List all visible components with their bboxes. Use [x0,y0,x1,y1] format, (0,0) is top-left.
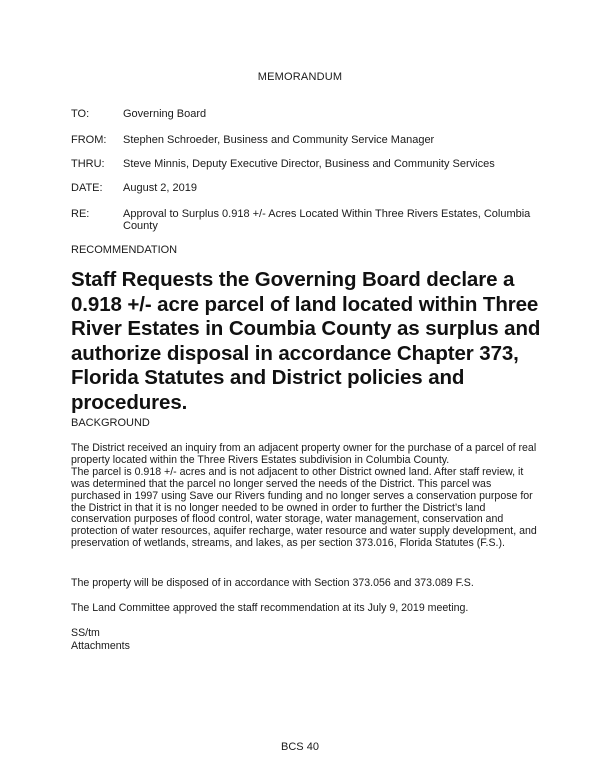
from-label: FROM: [71,134,107,146]
background-paragraph-2: The property will be disposed of in accordance with Section 373.056 and 373.089 F.S. [71,577,474,589]
background-heading: BACKGROUND [71,417,150,429]
re-label: RE: [71,208,90,220]
memo-title: MEMORANDUM [257,71,343,83]
background-paragraph-1-line-1: The District received an inquiry from an adjacent property owner for the purchase of a parcel of real property located within the Three Rivers Estates subdivision in Columbia County. [71,442,537,466]
thru-value: Steve Minnis, Deputy Executive Director, Business and Community Services [123,158,495,170]
re-value: Approval to Surplus 0.918 +/- Acres Located Within Three Rivers Estates, Columbia County [123,208,531,232]
signoff-attachments: Attachments [71,640,130,652]
to-value: Governing Board [123,108,207,120]
thru-label: THRU: [71,158,105,170]
background-paragraph-1-line-2: The parcel is 0.918 +/- acres and is not adjacent to other District owned land. After staff review, it was determined that the parcel no longer served the needs of the District. This parcel was purchased in 1997 using Save our Rivers funding and no longer serves a conservation purpose for the District in that it is no longer needed to be owned in order to further the District’s land conservation purposes of flood control, water storage, water management, conservation and protection of water resources, aquifer recharge, water resource and water supply development, and preservation of wetlands, streams, and lakes, as per section 373.016, Florida Statutes (F.S.). [71,465,537,550]
recommendation-text: Staff Requests the Governing Board declare a 0.918 +/- acre parcel of land located within Three River Estates in Coumbia County as surplus and authorize disposal in accordance Chapter 373, Florida Statutes and District policies and procedures. [71,268,541,414]
background-paragraph-3: The Land Committee approved the staff recommendation at its July 9, 2019 meeting. [71,602,469,614]
page-number-label: BCS 40 [281,741,319,753]
from-value: Stephen Schroeder, Business and Community Service Manager [123,134,435,146]
to-label: TO: [71,108,90,120]
background-paragraph-1 [71,443,541,550]
signoff-initials: SS/tm [71,627,100,639]
date-label: DATE: [71,182,103,194]
date-value: August 2, 2019 [123,182,198,194]
recommendation-heading: RECOMMENDATION [71,244,178,256]
